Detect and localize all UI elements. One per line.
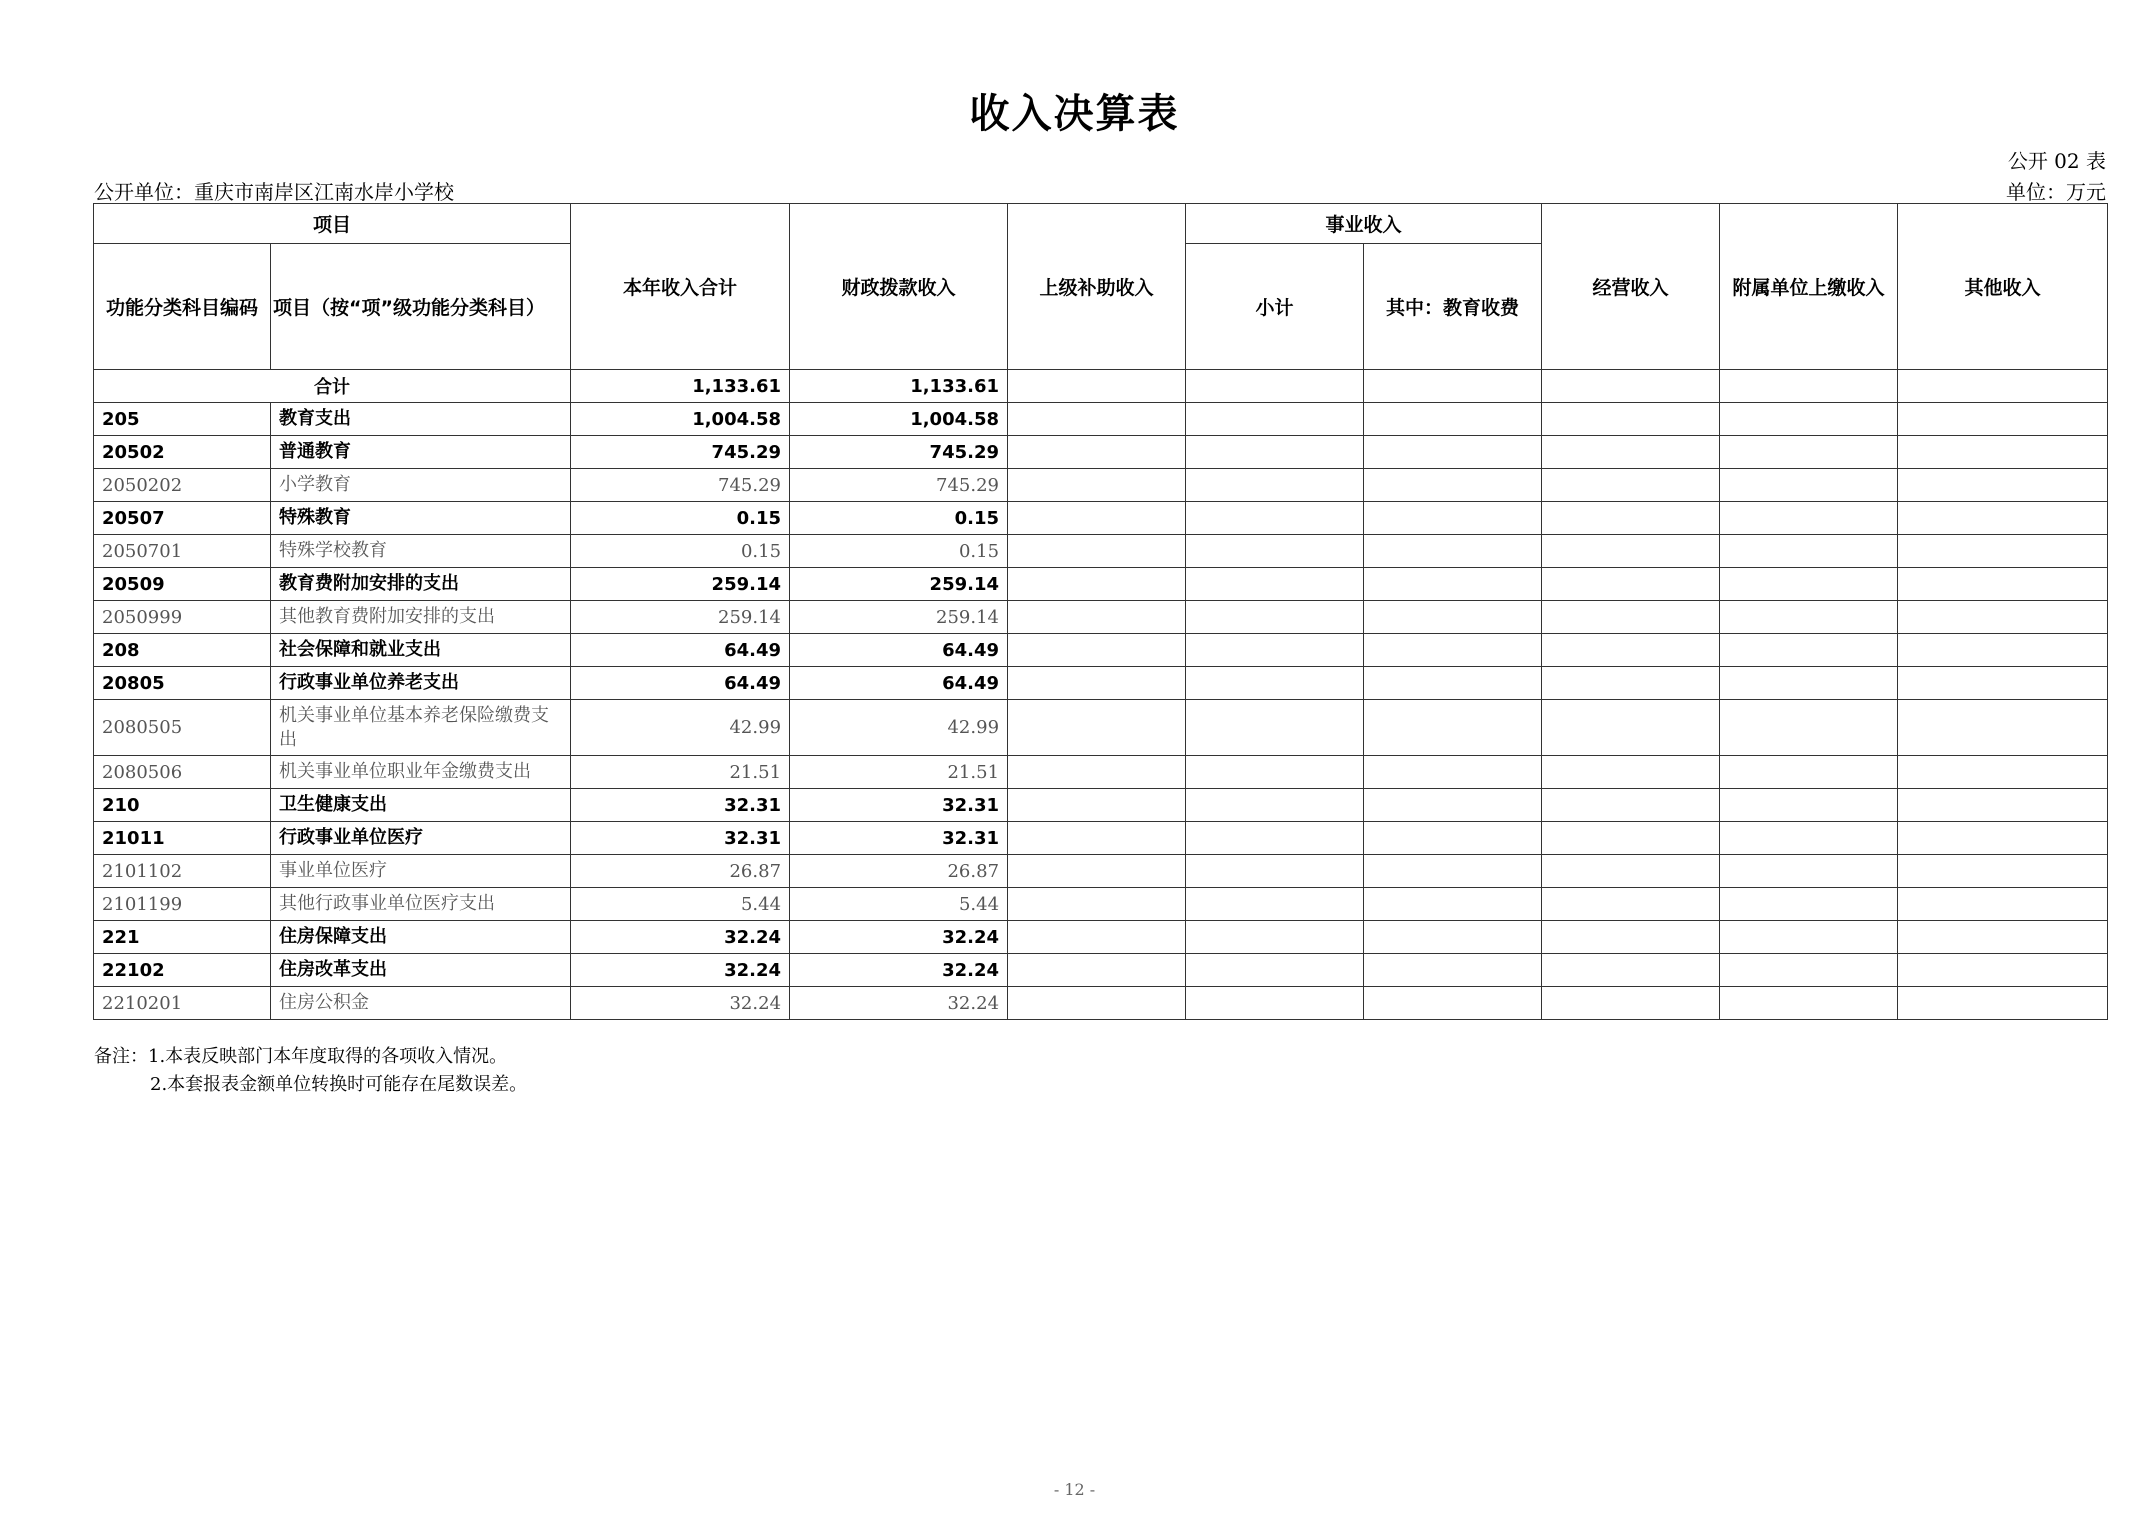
empty-cell (1186, 921, 1364, 954)
empty-cell (1364, 403, 1542, 436)
empty-cell (1898, 756, 2108, 789)
empty-cell (1542, 888, 1720, 921)
empty-cell (1720, 756, 1898, 789)
empty-cell (1008, 667, 1186, 700)
empty-cell (1186, 667, 1364, 700)
note-2: 2.本套报表金额单位转换时可能存在尾数误差。 (150, 1074, 528, 1095)
empty-cell (1186, 436, 1364, 469)
empty-cell (1364, 954, 1542, 987)
empty-cell (1898, 502, 2108, 535)
row-total-income: 64.49 (571, 667, 790, 700)
empty-cell (1542, 756, 1720, 789)
empty-cell (1720, 987, 1898, 1020)
empty-cell (1898, 601, 2108, 634)
table-row (94, 888, 2108, 921)
empty-cell (1720, 667, 1898, 700)
row-name: 行政事业单位养老支出 (271, 667, 571, 700)
empty-cell (1542, 921, 1720, 954)
form-code: 公开 02 表 (2007, 149, 2106, 173)
row-total-income: 259.14 (571, 568, 790, 601)
empty-cell (1186, 469, 1364, 502)
table-row (94, 403, 2108, 436)
empty-cell (1008, 700, 1186, 756)
row-code: 2101102 (94, 855, 271, 888)
empty-cell (1898, 987, 2108, 1020)
empty-cell (1720, 436, 1898, 469)
header-other: 其他收入 (1898, 204, 2108, 370)
table-row (94, 502, 2108, 535)
row-total-income: 5.44 (571, 888, 790, 921)
empty-cell (1720, 634, 1898, 667)
row-code: 20507 (94, 502, 271, 535)
header-business-group: 事业收入 (1186, 204, 1542, 244)
header-code: 功能分类科目编码 (94, 244, 271, 370)
row-total-income: 259.14 (571, 601, 790, 634)
row-fiscal: 259.14 (790, 601, 1008, 634)
row-fiscal: 26.87 (790, 855, 1008, 888)
empty-cell (1720, 855, 1898, 888)
table-row (94, 700, 2108, 756)
empty-cell (1186, 700, 1364, 756)
empty-cell (1008, 403, 1186, 436)
empty-cell (1008, 502, 1186, 535)
empty-cell (1364, 667, 1542, 700)
empty-cell (1898, 436, 2108, 469)
row-code: 20509 (94, 568, 271, 601)
header-edu-fee: 其中：教育收费 (1364, 244, 1542, 370)
row-code: 20502 (94, 436, 271, 469)
row-fiscal: 259.14 (790, 568, 1008, 601)
empty-cell (1008, 634, 1186, 667)
row-total-income: 32.31 (571, 822, 790, 855)
row-name: 住房改革支出 (271, 954, 571, 987)
row-name: 特殊学校教育 (271, 535, 571, 568)
empty-cell (1542, 667, 1720, 700)
row-fiscal: 64.49 (790, 634, 1008, 667)
empty-cell (1008, 601, 1186, 634)
empty-cell (1364, 568, 1542, 601)
row-fiscal: 32.24 (790, 921, 1008, 954)
header-superior-subsidy: 上级补助收入 (1008, 204, 1186, 370)
empty-cell (1186, 502, 1364, 535)
row-name: 行政事业单位医疗 (271, 822, 571, 855)
reporting-unit: 公开单位：重庆市南岸区江南水岸小学校 (94, 180, 454, 204)
row-code: 221 (94, 921, 271, 954)
empty-cell (1008, 789, 1186, 822)
empty-cell (1186, 535, 1364, 568)
note-1: 备注：1.本表反映部门本年度取得的各项收入情况。 (94, 1046, 508, 1067)
empty-cell (1720, 403, 1898, 436)
row-name: 其他教育费附加安排的支出 (271, 601, 571, 634)
empty-cell (1008, 987, 1186, 1020)
empty-cell (1542, 469, 1720, 502)
empty-cell (1542, 601, 1720, 634)
empty-cell (1186, 855, 1364, 888)
row-fiscal: 64.49 (790, 667, 1008, 700)
empty-cell (1898, 888, 2108, 921)
empty-cell (1542, 987, 1720, 1020)
empty-cell (1542, 436, 1720, 469)
row-name: 社会保障和就业支出 (271, 634, 571, 667)
row-total-income: 32.24 (571, 921, 790, 954)
empty-cell (1364, 634, 1542, 667)
empty-cell (1008, 469, 1186, 502)
empty-cell (1720, 601, 1898, 634)
table-row (94, 667, 2108, 700)
row-code: 2050202 (94, 469, 271, 502)
empty-cell (1542, 954, 1720, 987)
empty-cell (1898, 403, 2108, 436)
row-fiscal: 745.29 (790, 436, 1008, 469)
row-total-income: 1,004.58 (571, 403, 790, 436)
empty-cell (1186, 954, 1364, 987)
empty-cell (1186, 987, 1364, 1020)
table-row (94, 756, 2108, 789)
empty-cell (1364, 921, 1542, 954)
empty-cell (1542, 535, 1720, 568)
empty-cell (1186, 601, 1364, 634)
empty-cell (1186, 888, 1364, 921)
table-row (94, 987, 2108, 1020)
income-table (93, 203, 2108, 1020)
empty-cell (1364, 789, 1542, 822)
row-total-income: 745.29 (571, 436, 790, 469)
empty-cell (1364, 987, 1542, 1020)
header-total-income: 本年收入合计 (571, 204, 790, 370)
table-row (94, 568, 2108, 601)
row-total-income: 21.51 (571, 756, 790, 789)
empty-cell (1008, 568, 1186, 601)
row-total-income: 32.31 (571, 789, 790, 822)
row-name: 事业单位医疗 (271, 855, 571, 888)
row-name: 小学教育 (271, 469, 571, 502)
empty-cell (1186, 789, 1364, 822)
row-fiscal: 0.15 (790, 502, 1008, 535)
empty-cell (1364, 436, 1542, 469)
header-operating: 经营收入 (1542, 204, 1720, 370)
empty-cell (1542, 634, 1720, 667)
empty-cell (1364, 888, 1542, 921)
row-total-income: 0.15 (571, 502, 790, 535)
row-code: 2210201 (94, 987, 271, 1020)
table-title: 收入决算表 (969, 91, 1180, 137)
table-row (94, 601, 2108, 634)
row-total-income: 42.99 (571, 700, 790, 756)
empty-cell (1542, 403, 1720, 436)
row-code: 20805 (94, 667, 271, 700)
empty-cell (1542, 855, 1720, 888)
row-code: 21011 (94, 822, 271, 855)
table-row (94, 469, 2108, 502)
table-row (94, 789, 2108, 822)
empty-cell (1720, 700, 1898, 756)
empty-cell (1364, 469, 1542, 502)
empty-cell (1720, 535, 1898, 568)
page-number: - 12 - (1053, 1480, 1096, 1499)
empty-cell (1364, 601, 1542, 634)
empty-cell (1008, 756, 1186, 789)
row-fiscal: 42.99 (790, 700, 1008, 756)
row-total-income: 32.24 (571, 987, 790, 1020)
table-row (94, 634, 2108, 667)
row-name: 特殊教育 (271, 502, 571, 535)
empty-cell (1186, 822, 1364, 855)
empty-cell (1008, 436, 1186, 469)
empty-cell (1364, 502, 1542, 535)
empty-cell (1542, 789, 1720, 822)
row-name: 住房公积金 (271, 987, 571, 1020)
empty-cell (1898, 469, 2108, 502)
header-fiscal: 财政拨款收入 (790, 204, 1008, 370)
table-row (94, 822, 2108, 855)
table-row (94, 954, 2108, 987)
empty-cell (1364, 756, 1542, 789)
empty-cell (1542, 502, 1720, 535)
empty-cell (1898, 954, 2108, 987)
notes (94, 1043, 527, 1099)
row-name: 普通教育 (271, 436, 571, 469)
empty-cell (1186, 568, 1364, 601)
empty-cell (1008, 822, 1186, 855)
row-fiscal: 32.31 (790, 822, 1008, 855)
empty-cell (1008, 855, 1186, 888)
header-item-group: 项目 (94, 204, 571, 244)
row-code: 2050999 (94, 601, 271, 634)
table-row (94, 436, 2108, 469)
empty-cell (1898, 921, 2108, 954)
row-code: 208 (94, 634, 271, 667)
empty-cell (1898, 700, 2108, 756)
empty-cell (1008, 954, 1186, 987)
empty-cell (1542, 568, 1720, 601)
row-name: 卫生健康支出 (271, 789, 571, 822)
empty-cell (1720, 921, 1898, 954)
empty-cell (1720, 469, 1898, 502)
header-affiliated: 附属单位上缴收入 (1720, 204, 1898, 370)
empty-cell (1542, 700, 1720, 756)
total-fiscal-value: 1,133.61 (790, 370, 1008, 403)
empty-cell (1720, 888, 1898, 921)
empty-cell (1720, 954, 1898, 987)
empty-cell (1186, 634, 1364, 667)
table-row (94, 921, 2108, 954)
row-code: 22102 (94, 954, 271, 987)
table-row (94, 535, 2108, 568)
empty-cell (1720, 789, 1898, 822)
row-fiscal: 32.24 (790, 954, 1008, 987)
row-code: 2050701 (94, 535, 271, 568)
row-code: 2101199 (94, 888, 271, 921)
empty-cell (1720, 822, 1898, 855)
total-row (94, 370, 2108, 403)
row-name: 机关事业单位基本养老保险缴费支出 (271, 700, 571, 756)
empty-cell (1898, 855, 2108, 888)
row-fiscal: 745.29 (790, 469, 1008, 502)
row-name: 教育费附加安排的支出 (271, 568, 571, 601)
currency-unit: 单位：万元 (2006, 180, 2106, 204)
empty-cell (1898, 568, 2108, 601)
empty-cell (1364, 822, 1542, 855)
empty-cell (1364, 700, 1542, 756)
row-name: 住房保障支出 (271, 921, 571, 954)
empty-cell (1008, 888, 1186, 921)
row-code: 210 (94, 789, 271, 822)
row-name: 机关事业单位职业年金缴费支出 (271, 756, 571, 789)
row-fiscal: 1,004.58 (790, 403, 1008, 436)
row-name: 其他行政事业单位医疗支出 (271, 888, 571, 921)
empty-cell (1186, 403, 1364, 436)
row-fiscal: 32.31 (790, 789, 1008, 822)
row-total-income: 32.24 (571, 954, 790, 987)
total-income-value: 1,133.61 (571, 370, 790, 403)
row-code: 2080505 (94, 700, 271, 756)
row-total-income: 26.87 (571, 855, 790, 888)
empty-cell (1542, 822, 1720, 855)
row-fiscal: 5.44 (790, 888, 1008, 921)
empty-cell (1364, 855, 1542, 888)
empty-cell (1898, 667, 2108, 700)
empty-cell (1720, 502, 1898, 535)
total-label: 合计 (94, 370, 571, 403)
row-fiscal: 32.24 (790, 987, 1008, 1020)
header-subtotal: 小计 (1186, 244, 1364, 370)
row-code: 205 (94, 403, 271, 436)
row-total-income: 64.49 (571, 634, 790, 667)
empty-cell (1186, 756, 1364, 789)
header-name: 项目（按“项”级功能分类科目） (271, 244, 571, 370)
row-total-income: 745.29 (571, 469, 790, 502)
empty-cell (1008, 535, 1186, 568)
empty-cell (1720, 568, 1898, 601)
empty-cell (1898, 634, 2108, 667)
empty-cell (1364, 535, 1542, 568)
row-code: 2080506 (94, 756, 271, 789)
table-row (94, 855, 2108, 888)
row-fiscal: 21.51 (790, 756, 1008, 789)
empty-cell (1898, 822, 2108, 855)
row-fiscal: 0.15 (790, 535, 1008, 568)
row-name: 教育支出 (271, 403, 571, 436)
empty-cell (1898, 789, 2108, 822)
row-total-income: 0.15 (571, 535, 790, 568)
empty-cell (1008, 921, 1186, 954)
empty-cell (1898, 535, 2108, 568)
